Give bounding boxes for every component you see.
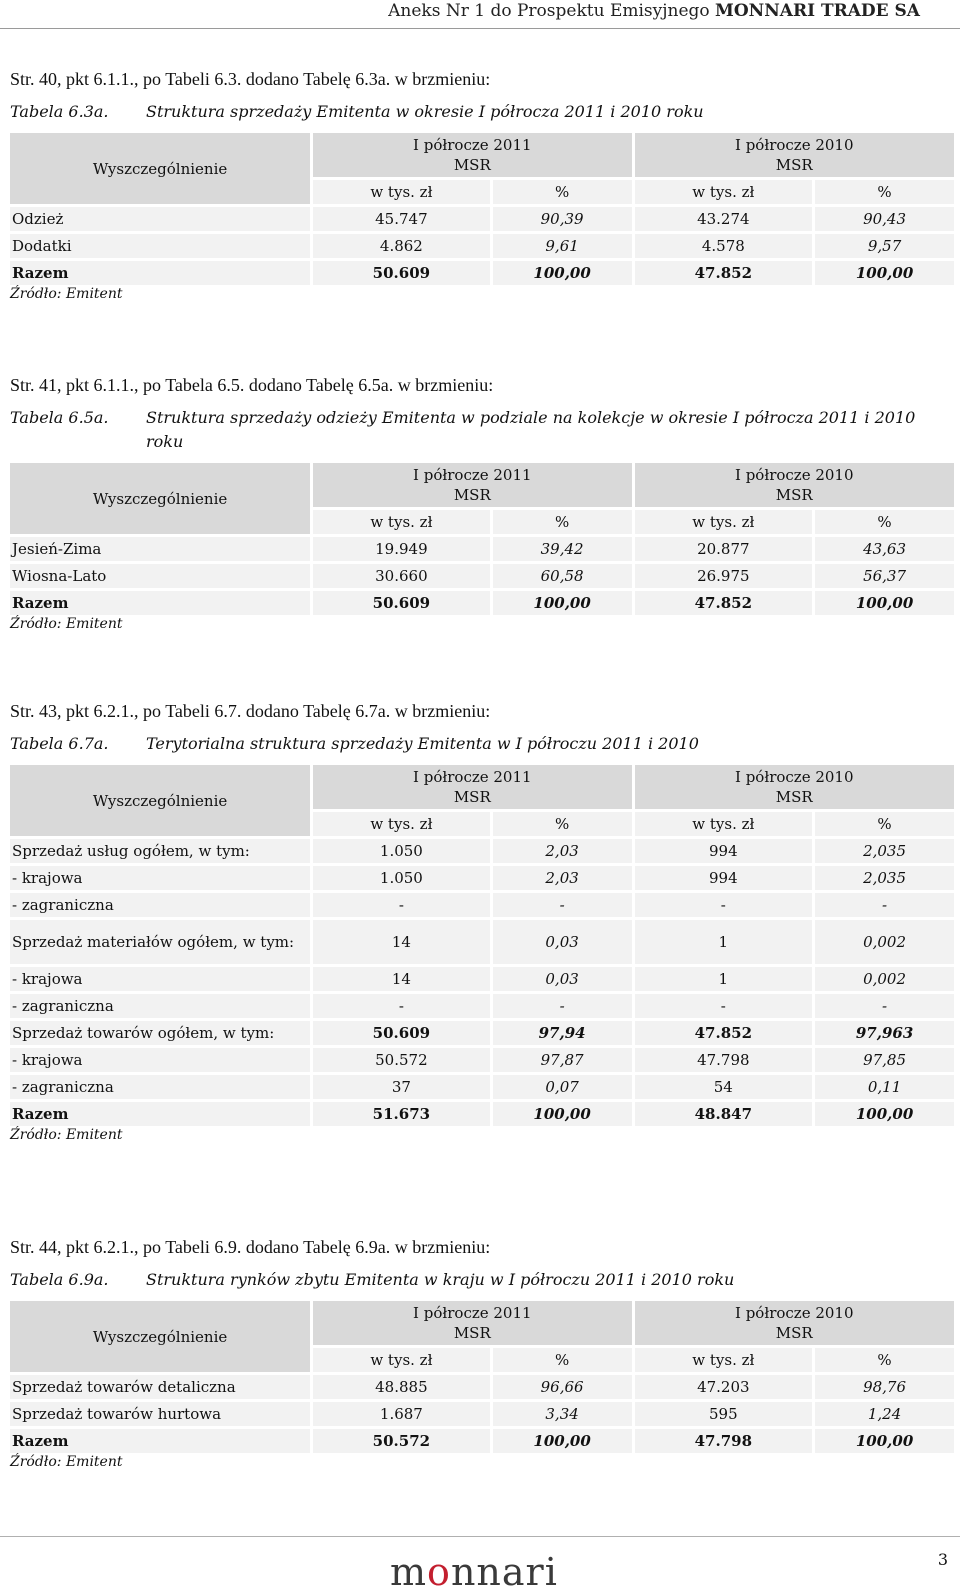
row-label: - zagraniczna: [10, 994, 310, 1018]
percent-2011: 100,00: [493, 1102, 632, 1126]
row-label: Razem: [10, 1102, 310, 1126]
msr-label: MSR: [453, 486, 491, 504]
data-table: [7, 460, 957, 618]
value-2010: 595: [635, 1402, 813, 1426]
value-2011: 14: [313, 967, 490, 991]
percent-2011: -: [493, 893, 632, 917]
percent-2011: 0,03: [493, 967, 632, 991]
row-label: Sprzedaż materiałów ogółem, w tym:: [10, 920, 310, 964]
row-label: Sprzedaż usług ogółem, w tym:: [10, 839, 310, 863]
period-2011-label: I półrocze 2011: [413, 768, 532, 786]
page-number: 3: [937, 1550, 948, 1569]
msr-label: MSR: [775, 156, 813, 174]
header-wyszczegolnienie: Wyszczególnienie: [10, 133, 310, 204]
table-caption: [10, 406, 960, 454]
percent-2010: 1,24: [815, 1402, 954, 1426]
percent-2010: 56,37: [815, 564, 954, 588]
period-2011-label: I półrocze 2011: [413, 466, 532, 484]
period-2011-label: I półrocze 2011: [413, 136, 532, 154]
msr-label: MSR: [453, 788, 491, 806]
value-2011: 1.050: [313, 866, 490, 890]
percent-2010: 97,85: [815, 1048, 954, 1072]
value-2011: 30.660: [313, 564, 490, 588]
row-label: Sprzedaż towarów detaliczna: [10, 1375, 310, 1399]
table-label: Tabela 6.9a.: [10, 1270, 109, 1289]
row-label: Dodatki: [10, 234, 310, 258]
value-2010: 994: [635, 839, 813, 863]
value-2010: 47.798: [635, 1429, 813, 1453]
value-2011: -: [313, 994, 490, 1018]
value-2010: 48.847: [635, 1102, 813, 1126]
percent-2010: 0,11: [815, 1075, 954, 1099]
value-2011: 50.572: [313, 1429, 490, 1453]
percent-2010: 9,57: [815, 234, 954, 258]
period-2010-label: I półrocze 2010: [735, 1304, 854, 1322]
table-row: [10, 1402, 954, 1426]
msr-label: MSR: [775, 788, 813, 806]
percent-2011: 2,03: [493, 866, 632, 890]
table-row: [10, 564, 954, 588]
value-2011: 37: [313, 1075, 490, 1099]
header-period-2010: [635, 133, 954, 177]
percent-header: %: [815, 180, 954, 204]
percent-2011: 97,94: [493, 1021, 632, 1045]
value-2011: 50.609: [313, 1021, 490, 1045]
unit-header: w tys. zł: [313, 812, 490, 836]
percent-2011: 39,42: [493, 537, 632, 561]
header-wyszczegolnienie: Wyszczególnienie: [10, 463, 310, 534]
percent-2011: -: [493, 994, 632, 1018]
amendment-note: Str. 41, pkt 6.1.1., po Tabela 6.5. dodano Tabelę 6.5a. w brzmieniu:: [10, 375, 494, 395]
percent-2011: 2,03: [493, 839, 632, 863]
value-2010: 43.274: [635, 207, 813, 231]
msr-label: MSR: [775, 1324, 813, 1342]
percent-2010: 90,43: [815, 207, 954, 231]
table-caption: [10, 100, 960, 124]
table-caption: [10, 1268, 960, 1292]
value-2010: 47.203: [635, 1375, 813, 1399]
value-2010: 994: [635, 866, 813, 890]
value-2011: 14: [313, 920, 490, 964]
unit-header: w tys. zł: [635, 1348, 813, 1372]
amendment-note: Str. 44, pkt 6.2.1., po Tabeli 6.9. dodano Tabelę 6.9a. w brzmieniu:: [10, 1237, 491, 1257]
header-company: MONNARI TRADE SA: [715, 1, 920, 21]
value-2010: 54: [635, 1075, 813, 1099]
percent-header: %: [815, 812, 954, 836]
msr-label: MSR: [775, 486, 813, 504]
percent-2010: 100,00: [815, 261, 954, 285]
table-row: [10, 1375, 954, 1399]
table-section: [10, 66, 960, 302]
value-2010: 1: [635, 920, 813, 964]
table-label: Tabela 6.3a.: [10, 102, 109, 121]
value-2010: 47.852: [635, 591, 813, 615]
value-2010: -: [635, 994, 813, 1018]
header-period-2011: [313, 1301, 631, 1345]
row-label: - zagraniczna: [10, 893, 310, 917]
table-source: Źródło: Emitent: [10, 1127, 123, 1143]
table-title: Struktura rynków zbytu Emitenta w kraju w I półroczu 2011 i 2010 roku: [146, 1270, 735, 1289]
value-2011: 48.885: [313, 1375, 490, 1399]
amendment-note: Str. 40, pkt 6.1.1., po Tabeli 6.3. dodano Tabelę 6.3a. w brzmieniu:: [10, 69, 491, 89]
row-label: - krajowa: [10, 967, 310, 991]
table-caption: [10, 732, 960, 756]
table-row: [10, 994, 954, 1018]
period-2010-label: I półrocze 2010: [735, 768, 854, 786]
header-prefix: Aneks Nr 1 do Prospektu Emisyjnego: [388, 1, 710, 21]
percent-2011: 96,66: [493, 1375, 632, 1399]
percent-2011: 0,07: [493, 1075, 632, 1099]
table-source: Źródło: Emitent: [10, 1454, 123, 1470]
header-divider: [0, 28, 960, 29]
row-label: Razem: [10, 261, 310, 285]
percent-2011: 60,58: [493, 564, 632, 588]
value-2011: 1.687: [313, 1402, 490, 1426]
table-header-row: [10, 133, 954, 177]
percent-2010: 0,002: [815, 967, 954, 991]
table-row: [10, 893, 954, 917]
percent-2010: -: [815, 893, 954, 917]
table-row: [10, 234, 954, 258]
table-row: [10, 866, 954, 890]
value-2010: 1: [635, 967, 813, 991]
table-title: Terytorialna struktura sprzedaży Emitenta w I półroczu 2011 i 2010: [146, 734, 699, 753]
msr-label: MSR: [453, 1324, 491, 1342]
data-table: [7, 1298, 957, 1456]
table-header-row: [10, 1301, 954, 1345]
table-source: Źródło: Emitent: [10, 616, 123, 632]
percent-2011: 90,39: [493, 207, 632, 231]
table-header-row: [10, 463, 954, 507]
unit-header: w tys. zł: [635, 180, 813, 204]
percent-2010: 0,002: [815, 920, 954, 964]
unit-header: w tys. zł: [635, 510, 813, 534]
data-table: [7, 762, 957, 1129]
unit-header: w tys. zł: [313, 510, 490, 534]
percent-header: %: [493, 1348, 632, 1372]
table-row: [10, 207, 954, 231]
percent-2011: 9,61: [493, 234, 632, 258]
header-wyszczegolnienie: Wyszczególnienie: [10, 765, 310, 836]
table-row: [10, 967, 954, 991]
period-2010-label: I półrocze 2010: [735, 466, 854, 484]
period-2011-label: I półrocze 2011: [413, 1304, 532, 1322]
value-2010: 47.852: [635, 261, 813, 285]
value-2011: 50.609: [313, 591, 490, 615]
header-period-2011: [313, 765, 631, 809]
row-label: Odzież: [10, 207, 310, 231]
row-label: - krajowa: [10, 866, 310, 890]
header-period-2010: [635, 1301, 954, 1345]
percent-header: %: [493, 510, 632, 534]
percent-2010: 2,035: [815, 866, 954, 890]
value-2011: -: [313, 893, 490, 917]
value-2010: 47.798: [635, 1048, 813, 1072]
value-2011: 1.050: [313, 839, 490, 863]
value-2011: 51.673: [313, 1102, 490, 1126]
data-table: [7, 130, 957, 288]
value-2011: 50.572: [313, 1048, 490, 1072]
table-header-row: [10, 765, 954, 809]
table-row: [10, 1021, 954, 1045]
unit-header: w tys. zł: [635, 812, 813, 836]
row-label: Wiosna-Lato: [10, 564, 310, 588]
percent-2010: 2,035: [815, 839, 954, 863]
table-row: [10, 1048, 954, 1072]
table-label: Tabela 6.7a.: [10, 734, 109, 753]
percent-2010: 43,63: [815, 537, 954, 561]
table-row: [10, 1075, 954, 1099]
percent-2010: 97,963: [815, 1021, 954, 1045]
table-row: [10, 920, 954, 964]
percent-2010: -: [815, 994, 954, 1018]
row-label: Razem: [10, 1429, 310, 1453]
header-period-2010: [635, 765, 954, 809]
value-2010: -: [635, 893, 813, 917]
row-label: Razem: [10, 591, 310, 615]
percent-2011: 0,03: [493, 920, 632, 964]
table-row: [10, 1102, 954, 1126]
msr-label: MSR: [453, 156, 491, 174]
header-wyszczegolnienie: Wyszczególnienie: [10, 1301, 310, 1372]
monnari-logo: monnari: [390, 1550, 558, 1594]
header-period-2010: [635, 463, 954, 507]
table-title: Struktura sprzedaży Emitenta w okresie I półrocza 2011 i 2010 roku: [146, 102, 704, 121]
percent-header: %: [815, 510, 954, 534]
percent-2011: 3,34: [493, 1402, 632, 1426]
row-label: Jesień-Zima: [10, 537, 310, 561]
value-2010: 20.877: [635, 537, 813, 561]
row-label: - zagraniczna: [10, 1075, 310, 1099]
row-label: - krajowa: [10, 1048, 310, 1072]
percent-2010: 100,00: [815, 591, 954, 615]
header-period-2011: [313, 133, 631, 177]
percent-2011: 100,00: [493, 591, 632, 615]
percent-header: %: [493, 812, 632, 836]
value-2011: 19.949: [313, 537, 490, 561]
percent-header: %: [815, 1348, 954, 1372]
value-2011: 50.609: [313, 261, 490, 285]
percent-2010: 100,00: [815, 1429, 954, 1453]
table-source: Źródło: Emitent: [10, 286, 123, 302]
percent-2010: 100,00: [815, 1102, 954, 1126]
table-row: [10, 1429, 954, 1453]
table-row: [10, 839, 954, 863]
value-2010: 26.975: [635, 564, 813, 588]
header-period-2011: [313, 463, 631, 507]
unit-header: w tys. zł: [313, 180, 490, 204]
percent-2010: 98,76: [815, 1375, 954, 1399]
value-2010: 4.578: [635, 234, 813, 258]
row-label: Sprzedaż towarów hurtowa: [10, 1402, 310, 1426]
table-title: Struktura sprzedaży odzieży Emitenta w podziale na kolekcje w okresie I półrocza 2011 i 2010 roku: [146, 408, 916, 451]
table-section: [10, 698, 960, 1143]
footer-divider: [0, 1536, 960, 1537]
percent-2011: 97,87: [493, 1048, 632, 1072]
table-row: [10, 591, 954, 615]
row-label: Sprzedaż towarów ogółem, w tym:: [10, 1021, 310, 1045]
table-label: Tabela 6.5a.: [10, 408, 109, 427]
table-row: [10, 261, 954, 285]
unit-header: w tys. zł: [313, 1348, 490, 1372]
percent-header: %: [493, 180, 632, 204]
table-section: [10, 372, 960, 632]
value-2011: 45.747: [313, 207, 490, 231]
amendment-note: Str. 43, pkt 6.2.1., po Tabeli 6.7. dodano Tabelę 6.7a. w brzmieniu:: [10, 701, 491, 721]
value-2011: 4.862: [313, 234, 490, 258]
percent-2011: 100,00: [493, 261, 632, 285]
table-row: [10, 537, 954, 561]
value-2010: 47.852: [635, 1021, 813, 1045]
running-header: [388, 1, 920, 21]
period-2010-label: I półrocze 2010: [735, 136, 854, 154]
table-section: [10, 1234, 960, 1470]
percent-2011: 100,00: [493, 1429, 632, 1453]
